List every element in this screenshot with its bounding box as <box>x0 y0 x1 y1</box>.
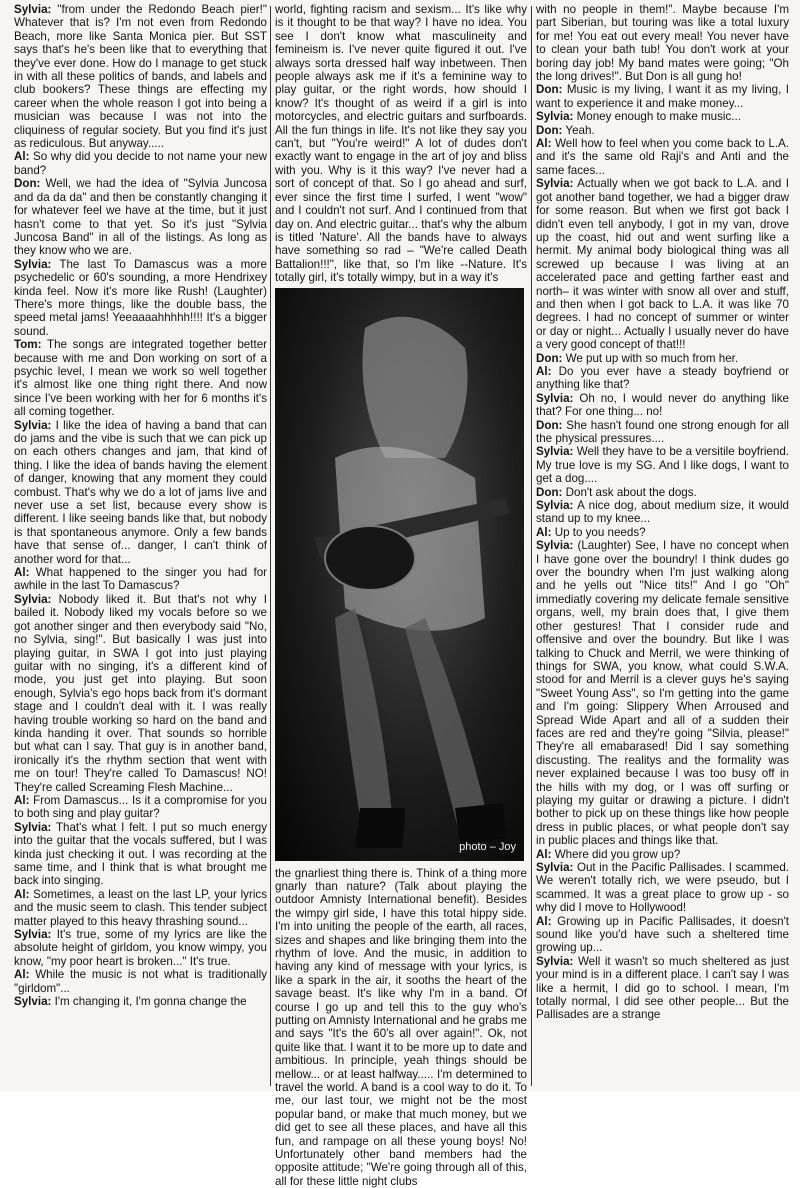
paragraph-text: The songs are integrated together better because with me and Don working on sort of a psychic level, I mean we work so well together it's almost like one thing right there. And now since I've been working with her for 6 months it's all coming together. <box>14 338 267 419</box>
interview-paragraph <box>536 539 789 847</box>
paragraph-text: From Damascus... Is it a compromise for you to both sing and play guitar? <box>14 793 267 821</box>
speaker-label: Sylvia: <box>14 3 52 16</box>
paragraph-text: Money enough to make music... <box>573 110 741 124</box>
paragraph-text: Sometimes, a least on the last LP, your lyrics and the music seem to clash. This tender subject matter played to this heavy thrashing sound... <box>14 887 267 928</box>
column-1 <box>14 3 267 1087</box>
interview-paragraph <box>536 861 789 915</box>
interview-paragraph <box>536 848 789 861</box>
speaker-label: Sylvia: <box>536 177 574 191</box>
interview-paragraph <box>14 3 267 150</box>
interview-paragraph <box>275 3 527 285</box>
paragraph-text: We put up with so much from her. <box>562 351 739 365</box>
speaker-label: Sylvia: <box>536 110 574 124</box>
interview-paragraph <box>14 888 267 928</box>
paragraph-text: Well they have to be a versitile boyfriend. My true love is my SG. And I like dogs, I want to get a dog.... <box>536 445 789 486</box>
paragraph-text: I'm changing it, I'm gonna change the <box>51 995 247 1009</box>
paragraph-text: Well how to feel when you come back to L.A. and it's the same old Raji's and Anti and the same faces... <box>536 137 789 177</box>
paragraph-text: Where did you grow up? <box>551 847 681 861</box>
interview-paragraph <box>536 177 789 351</box>
paragraph-text: It's true, some of my lyrics are like the absolute height of girldom, you know wimpy, you know, "my poor heart is broken..." It's true. <box>14 928 267 968</box>
paragraph-text: Actually when we got back to L.A. and I got another band together, we had a bigger draw for some reason. But when we first got back I didn't even tell anybody, I got in my van, drove up the coast, hid out and went surfing like a hermit. My animal body biological thing was all screwed up because I was living at an accelerated pace and getting farther east and north– it was winter with snow all over and stuff, and then when I got back to L.A. it was like 70 degrees. I had no concept of summer or winter or day or night... Actually I usually never do have a very good concept of that!!! <box>536 177 789 352</box>
photo-credit: photo – Joy <box>459 841 516 854</box>
interview-paragraph <box>14 821 267 888</box>
speaker-label: Al: <box>536 847 552 861</box>
interview-paragraph <box>536 526 789 539</box>
speaker-label: Don: <box>536 83 563 97</box>
column-2 <box>275 3 527 1188</box>
paragraph-text: Well it wasn't so much sheltered as just your mind is in a different place. I can't say I was like a hermit, I did go to school. I mean, I'm totally normal, I did see other people... But the Pallisades are a strange <box>536 954 789 1022</box>
interview-paragraph <box>536 499 789 526</box>
interview-paragraph <box>536 3 789 83</box>
paragraph-text: The last To Damascus was a more psychedelic or 60's sounding, a more Hendrixey kinda feel. Now it's more like Rush! (Laughter) There's more things, like the double bass, the speed metal jams! Yeeaaaahhhhh!!!! It's a bigger sound. <box>14 257 267 338</box>
interview-paragraph <box>14 968 267 995</box>
paragraph-text: Yeah. <box>562 123 595 137</box>
interview-paragraph <box>536 955 789 1022</box>
interview-paragraph <box>275 867 527 1188</box>
interview-paragraph <box>14 150 267 177</box>
interview-paragraph <box>536 352 789 365</box>
paragraph-text: Growing up in Pacific Pallisades, it doesn't sound like you'd have such a sheltered time growing up... <box>536 914 789 955</box>
interview-paragraph <box>536 137 789 177</box>
interview-paragraph <box>536 915 789 955</box>
paragraph-text: (Laughter) See, I have no concept when I have gone over the boundry! I think dudes go over the boundry when I'm just walking along and he yells out "Nice tits!" And I go "Oh" immediatly covering my delicate female sensitive organs, well, my brain does that, I give them other gestures! That I consider rude and offensive and over the boundry. But like I was talking to Chuck and Merril, we were thinking of things for SWA, you know, what could S.W.A. stood for and Merril is a clever guys he's saying "Sweet Young Ass", so I'm getting into the game and I'm going: Slippery When Arroused and Spread Wide Apart and all of a sudden their faces are red and they're going "Silvia, please!" They're all emabarased! Did I say something discusting. The realitys and the formality was never explained because I was too busy off in the hills with my dog, or I was off surfing or playing my guitar or drawing a picture. I didn't bother to pick up on these things like how people dress in public places, or what people don't say in public places and things like that. <box>536 539 789 848</box>
interview-paragraph <box>14 419 267 566</box>
interview-paragraph <box>14 928 267 968</box>
interview-paragraph <box>536 419 789 446</box>
interview-paragraph <box>536 445 789 485</box>
paragraph-text: Do you ever have a steady boyfriend or anything like that? <box>536 364 789 392</box>
speaker-label: Al: <box>536 525 552 539</box>
speaker-label: Don: <box>536 485 563 499</box>
speaker-label: Al: <box>14 887 30 901</box>
speaker-label: Tom: <box>14 338 42 352</box>
interview-paragraph <box>14 177 267 257</box>
speaker-label: Sylvia: <box>14 928 52 942</box>
speaker-label: Sylvia: <box>536 391 574 405</box>
speaker-label: Sylvia: <box>536 445 574 459</box>
interview-paragraph <box>536 365 789 392</box>
speaker-label: Don: <box>14 177 41 191</box>
speaker-label: Al: <box>14 793 30 807</box>
paragraph-text: "from under the Redondo Beach pier!" Whatever that is? I'm not even from Redondo Beach, more like Santa Monica pier. But SST says that's he's been like that to everything that they've ever done. How do I manage to get stuck in with all these politics of bands, and labels and club bookers? These things are effecting my career when the whole reason I got into being a musician was because I was not into the cliquiness of regular society. But you find it's just as rediculous. But anyway..... <box>14 3 267 151</box>
speaker-label: Don: <box>536 418 563 432</box>
interview-paragraph <box>536 486 789 499</box>
guitarist-photo <box>275 288 524 861</box>
speaker-label: Al: <box>14 566 30 580</box>
interview-paragraph <box>14 566 267 593</box>
speaker-label: Sylvia: <box>14 995 52 1009</box>
speaker-label: Sylvia: <box>14 257 52 271</box>
paragraph-text: She hasn't found one strong enough for all the physical pressures.... <box>536 418 789 445</box>
interview-paragraph <box>536 124 789 137</box>
interview-paragraph <box>14 995 267 1008</box>
paragraph-text: Out in the Pacific Pallisades. I scammed. We weren't totally rich, we were pseudo, but I scammed. It was a great place to grow up - so why did I move to Hollywood! <box>536 861 789 915</box>
speaker-label: Don: <box>536 123 563 137</box>
speaker-label: Al: <box>14 968 30 982</box>
interview-paragraph <box>536 392 789 419</box>
speaker-label: Al: <box>536 137 552 151</box>
interview-paragraph <box>14 593 267 794</box>
interview-paragraph <box>536 110 789 123</box>
paragraph-text: Music is my living, I want it as my living, I want to experience it and make money... <box>536 83 789 110</box>
paragraph-text: with no people in them!". Maybe because I'm part Siberian, but touring was like a total luxury for me! You eat out every meal! You never have to clean your bath tub! You don't work at your boring day job! My band mates were going; "Oh the long drives!". But Don is all gung ho! <box>536 3 789 84</box>
speaker-label: Sylvia: <box>536 499 574 513</box>
paragraph-text: Oh no, I would never do anything like that? For one thing... no! <box>536 391 789 419</box>
paragraph-text: That's what I felt. I put so much energy into the guitar that the vocals suffered, but I was kinda just checking it out. I was recording at the same time, and I think that is what brought me back into singing. <box>14 820 267 888</box>
paragraph-text: Nobody liked it. But that's not why I bailed it. Nobody liked my vocals before so we got another singer and then everybody said "No, no Sylvia, sing!". But basically I was just into playing guitar, in SWA I got into just playing guitar with no singing, it's a different kind of mode, you just get into playing. But soon enough, Sylvia's ego hops back from it's dormant stage and I couldn't deal with it. I was really having trouble working so hard on the band and kinda handing it over. That sounds so horrible but what can I say. That guy is in another band, ironically it's the rhythm section that went with me on tour! They're called To Damascus! NO! They're called Screaming Flesh Machine... <box>14 592 267 794</box>
speaker-label: Don: <box>536 351 563 365</box>
interview-paragraph <box>14 794 267 821</box>
speaker-label: Sylvia: <box>14 592 52 606</box>
paragraph-text: A nice dog, about medium size, it would stand up to my knee... <box>536 499 789 526</box>
column-divider <box>531 6 532 1086</box>
speaker-label: Al: <box>536 914 552 928</box>
speaker-label: Sylvia: <box>14 820 52 834</box>
paragraph-text: Up to you needs? <box>551 525 646 539</box>
column-3 <box>536 3 789 1087</box>
paragraph-text: Well, we had the idea of "Sylvia Juncosa and da da da" and then be constantly changing it for whatever feel we have at the time, but it just hasn't come to that yet. So it's just "Sylvia Juncosa Band" in all of the listings. As long as they know who we are. <box>14 177 267 258</box>
interview-paragraph <box>14 338 267 418</box>
paragraph-text: I like the idea of having a band that can do jams and the vibe is such that we can pick up on each others changes and jam, that kind of thing. I like the idea of bands having the element of danger, knowing that any moment they could combust. That's why we do a lot of jams live and never use a set list, because every show is different. I like seeing bands like that, but nobody is that spontaneous anymore. Only a few bands have that sense of... danger, I can't think of another word for that... <box>14 418 267 566</box>
interview-paragraph <box>536 83 789 110</box>
paragraph-text: the gnarliest thing there is. Think of a thing more gnarly than nature? (Talk about playing the outdoor Amnisty International benefit). Besides the wimpy girl side, I have this total hippy side. I'm into uniting the people of the earth, all races, sizes and shapes and like bringing them into the rhythm of love. And the music, in addition to having any kind of message with your lyrics, is like a spark in the air, it sooths the heart of the savage beast. It's like why I'm in a band. Of course I go up and tell this to the guy who's putting on Amnisty International and he grabs me and says "It's the 60's all over again!". Ok, not quite like that. I want it to be more up to date and ambitious. In principle, yeah things should be mellow... or at least halfway..... I'm determined to travel the world. A band is a cool way to do it. To me, our last tour, we might not be the most popular band, or make that much money, but we did get to see all these places, and have all this fun, and rampage on all these young boys! No! Unfortunately other band members had the opposite attitude; "We're going through all of this, all for these little night clubs <box>275 866 527 1188</box>
paragraph-text: world, fighting racism and sexism... It's like why is it thought to be that way? I have no idea. You see I don't know what masculineity and femineism is. I've never quite figured it out. I've always sorta dressed half way inbetween. Then people always ask me if it's a feminine way to play guitar, or the right words, how should I know? It's thought of as weird if a girl is into motorcycles, and electric guitars and surfboards. All the fun things in life. It's not like they say you can't, but "You're weird!" A lot of dudes don't exactly want to engage in the art of joy and bliss with you. Why is it this way? I've never had a sort of concept of that. So I go ahead and surf, ever since the first time I surfed, I went "wow" and I couldn't not surf. And I continued from that day on. And electric guitar... that's why the album is titled 'Nature'. All the bands have to always have something so rad – "We're called Death Battalion!!!", like that, so I'm like --Nature. It's totally girl, it's totally wimpy, but in a way it's <box>275 3 527 285</box>
paragraph-text: What happened to the singer you had for awhile in the last To Damascus? <box>14 566 267 593</box>
speaker-label: Al: <box>14 150 30 164</box>
paragraph-text: Don't ask about the dogs. <box>562 485 697 499</box>
speaker-label: Sylvia: <box>536 861 574 874</box>
paragraph-text: While the music is not what is traditionally "girldom"... <box>14 968 267 995</box>
speaker-label: Al: <box>536 364 552 378</box>
guitarist-illustration <box>275 288 524 861</box>
speaker-label: Sylvia: <box>14 418 52 432</box>
interview-paragraph <box>14 258 267 338</box>
speaker-label: Sylvia: <box>536 539 574 553</box>
speaker-label: Sylvia: <box>536 954 574 968</box>
column-divider <box>270 6 271 1086</box>
paragraph-text: So why did you decide to not name your new band? <box>14 150 267 177</box>
